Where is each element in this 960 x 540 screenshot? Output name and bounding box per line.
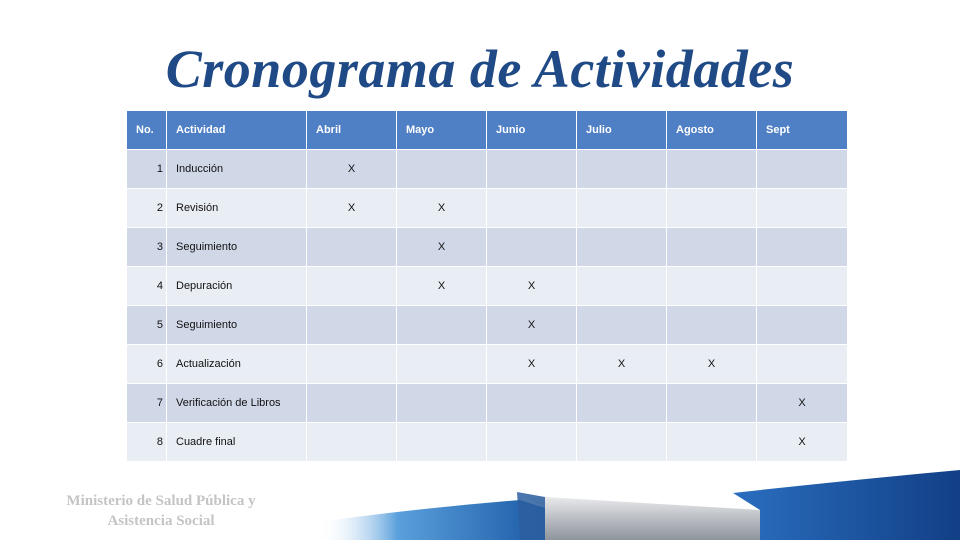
cell-no: 4: [127, 267, 167, 306]
cell-mayo: X: [397, 189, 487, 228]
header-no: No.: [127, 111, 167, 150]
cell-no: 6: [127, 345, 167, 384]
cell-actividad: Revisión: [167, 189, 307, 228]
cell-actividad: Actualización: [167, 345, 307, 384]
cell-junio: X: [487, 306, 577, 345]
cell-junio: X: [487, 267, 577, 306]
cell-junio: X: [487, 345, 577, 384]
cell-actividad: Inducción: [167, 150, 307, 189]
cell-mayo: X: [397, 267, 487, 306]
cell-actividad: Depuración: [167, 267, 307, 306]
cell-actividad: Verificación de Libros: [167, 384, 307, 423]
cell-julio: X: [577, 345, 667, 384]
cell-no: 2: [127, 189, 167, 228]
cell-no: 7: [127, 384, 167, 423]
cell-actividad: Cuadre final: [167, 423, 307, 462]
header-agosto: Agosto: [667, 111, 757, 150]
ribbon-left-blue: [318, 500, 545, 540]
header-actividad: Actividad: [167, 111, 307, 150]
cell-sept: X: [757, 423, 848, 462]
header-junio: Junio: [487, 111, 577, 150]
cell-no: 5: [127, 306, 167, 345]
footer-line-2: Asistencia Social: [107, 513, 215, 529]
cell-abril: X: [307, 150, 397, 189]
cell-actividad: Seguimiento: [167, 228, 307, 267]
header-mayo: Mayo: [397, 111, 487, 150]
ribbon-right-blue: [733, 470, 960, 540]
cell-no: 3: [127, 228, 167, 267]
cell-agosto: X: [667, 345, 757, 384]
cell-mayo: X: [397, 228, 487, 267]
cell-no: 1: [127, 150, 167, 189]
header-abril: Abril: [307, 111, 397, 150]
cell-sept: X: [757, 384, 848, 423]
ribbon-silver: [517, 492, 760, 540]
cell-no: 8: [127, 423, 167, 462]
cell-actividad: Seguimiento: [167, 306, 307, 345]
footer-line-1: Ministerio de Salud Pública y: [66, 493, 256, 509]
header-julio: Julio: [577, 111, 667, 150]
slide-title: Cronograma de Actividades: [165, 39, 795, 99]
header-sept: Sept: [757, 111, 848, 150]
cell-abril: X: [307, 189, 397, 228]
ribbon-fold-shadow: [517, 492, 545, 540]
